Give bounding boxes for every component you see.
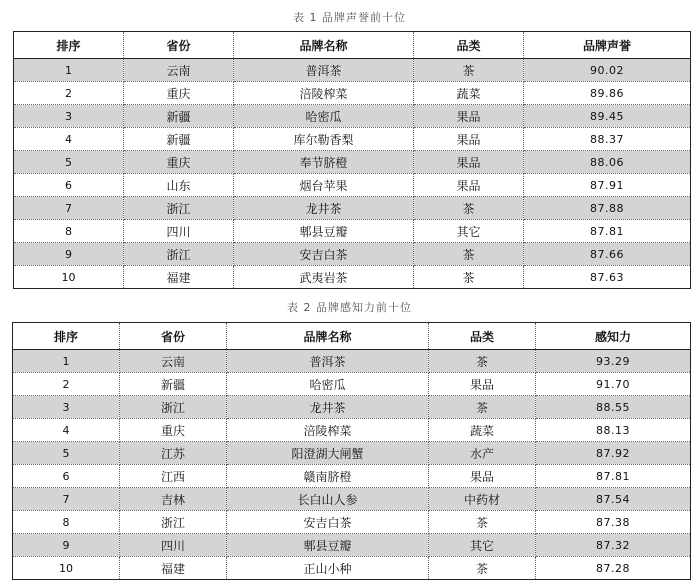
cell-score: 87.92	[536, 442, 691, 465]
cell-category: 茶	[429, 511, 536, 534]
cell-score: 88.55	[536, 396, 691, 419]
cell-score: 87.38	[536, 511, 691, 534]
cell-category: 果品	[414, 128, 524, 151]
cell-rank: 1	[14, 59, 124, 82]
cell-rank: 10	[13, 557, 120, 580]
table-row	[14, 82, 691, 105]
cell-rank: 7	[14, 197, 124, 220]
column-header-province: 省份	[120, 323, 227, 350]
cell-brand-name: 涪陵榨菜	[234, 82, 414, 105]
cell-category: 蔬菜	[414, 82, 524, 105]
brand-reputation-table	[13, 31, 691, 289]
table-row	[13, 373, 691, 396]
cell-province: 云南	[124, 59, 234, 82]
cell-rank: 4	[14, 128, 124, 151]
cell-rank: 1	[13, 350, 120, 373]
cell-category: 其它	[414, 220, 524, 243]
cell-brand-name: 奉节脐橙	[234, 151, 414, 174]
cell-brand-name: 库尔勒香梨	[234, 128, 414, 151]
cell-brand-name: 正山小种	[227, 557, 429, 580]
cell-province: 浙江	[120, 511, 227, 534]
cell-brand-name: 龙井茶	[227, 396, 429, 419]
table-row	[13, 396, 691, 419]
table-row	[14, 105, 691, 128]
cell-brand-name: 武夷岩茶	[234, 266, 414, 289]
cell-score: 87.54	[536, 488, 691, 511]
table-row	[14, 151, 691, 174]
cell-category: 水产	[429, 442, 536, 465]
cell-score: 90.02	[524, 59, 691, 82]
cell-rank: 3	[14, 105, 124, 128]
cell-category: 果品	[429, 373, 536, 396]
column-header-category: 品类	[429, 323, 536, 350]
cell-brand-name: 普洱茶	[234, 59, 414, 82]
cell-rank: 8	[14, 220, 124, 243]
cell-brand-name: 赣南脐橙	[227, 465, 429, 488]
cell-province: 重庆	[120, 419, 227, 442]
cell-province: 浙江	[124, 197, 234, 220]
cell-rank: 2	[14, 82, 124, 105]
table2-body	[13, 350, 691, 580]
cell-category: 其它	[429, 534, 536, 557]
cell-province: 吉林	[120, 488, 227, 511]
cell-score: 91.70	[536, 373, 691, 396]
cell-score: 87.66	[524, 243, 691, 266]
cell-rank: 8	[13, 511, 120, 534]
cell-score: 87.28	[536, 557, 691, 580]
cell-category: 茶	[414, 197, 524, 220]
cell-province: 浙江	[124, 243, 234, 266]
column-header-brand-name: 品牌名称	[234, 32, 414, 59]
brand-perception-table	[12, 322, 691, 580]
cell-province: 江西	[120, 465, 227, 488]
cell-rank: 3	[13, 396, 120, 419]
cell-province: 四川	[124, 220, 234, 243]
table-row	[13, 511, 691, 534]
table2-header-row	[13, 323, 691, 350]
cell-rank: 6	[14, 174, 124, 197]
cell-score: 87.63	[524, 266, 691, 289]
cell-province: 福建	[124, 266, 234, 289]
cell-score: 87.81	[536, 465, 691, 488]
cell-brand-name: 郫县豆瓣	[234, 220, 414, 243]
table-row	[13, 350, 691, 373]
column-header-rank: 排序	[14, 32, 124, 59]
cell-rank: 9	[13, 534, 120, 557]
table-row	[13, 488, 691, 511]
cell-score: 88.13	[536, 419, 691, 442]
cell-score: 89.45	[524, 105, 691, 128]
cell-province: 新疆	[120, 373, 227, 396]
cell-category: 茶	[429, 396, 536, 419]
column-header-province: 省份	[124, 32, 234, 59]
cell-brand-name: 普洱茶	[227, 350, 429, 373]
cell-brand-name: 哈密瓜	[234, 105, 414, 128]
cell-province: 重庆	[124, 82, 234, 105]
cell-brand-name: 安吉白茶	[234, 243, 414, 266]
table-row	[14, 243, 691, 266]
cell-rank: 4	[13, 419, 120, 442]
table-row	[13, 442, 691, 465]
table2-caption: 表 2 品牌感知力前十位	[287, 301, 412, 314]
table-row	[13, 557, 691, 580]
cell-score: 89.86	[524, 82, 691, 105]
cell-province: 山东	[124, 174, 234, 197]
cell-rank: 5	[13, 442, 120, 465]
cell-province: 新疆	[124, 105, 234, 128]
cell-brand-name: 郫县豆瓣	[227, 534, 429, 557]
cell-brand-name: 龙井茶	[234, 197, 414, 220]
table1-body	[14, 59, 691, 289]
column-header-score: 感知力	[536, 323, 691, 350]
table-row	[13, 534, 691, 557]
cell-score: 88.37	[524, 128, 691, 151]
table-row	[14, 128, 691, 151]
cell-score: 87.32	[536, 534, 691, 557]
cell-brand-name: 阳澄湖大闸蟹	[227, 442, 429, 465]
table-row	[14, 59, 691, 82]
cell-brand-name: 涪陵榨菜	[227, 419, 429, 442]
table-row	[14, 220, 691, 243]
cell-province: 新疆	[124, 128, 234, 151]
cell-province: 福建	[120, 557, 227, 580]
cell-category: 茶	[429, 350, 536, 373]
cell-category: 茶	[414, 266, 524, 289]
cell-brand-name: 哈密瓜	[227, 373, 429, 396]
table-row	[14, 197, 691, 220]
cell-brand-name: 安吉白茶	[227, 511, 429, 534]
table-row	[13, 419, 691, 442]
cell-province: 四川	[120, 534, 227, 557]
column-header-brand-name: 品牌名称	[227, 323, 429, 350]
cell-rank: 6	[13, 465, 120, 488]
cell-category: 果品	[414, 174, 524, 197]
cell-rank: 7	[13, 488, 120, 511]
cell-category: 果品	[414, 151, 524, 174]
cell-rank: 9	[14, 243, 124, 266]
cell-category: 果品	[414, 105, 524, 128]
table-row	[13, 465, 691, 488]
cell-score: 93.29	[536, 350, 691, 373]
column-header-rank: 排序	[13, 323, 120, 350]
cell-score: 87.91	[524, 174, 691, 197]
column-header-category: 品类	[414, 32, 524, 59]
cell-rank: 5	[14, 151, 124, 174]
cell-category: 茶	[429, 557, 536, 580]
table1-caption: 表 1 品牌声誉前十位	[293, 11, 406, 24]
table-row	[14, 174, 691, 197]
cell-province: 浙江	[120, 396, 227, 419]
cell-score: 87.88	[524, 197, 691, 220]
table1-header-row	[14, 32, 691, 59]
column-header-score: 品牌声誉	[524, 32, 691, 59]
cell-category: 果品	[429, 465, 536, 488]
cell-score: 87.81	[524, 220, 691, 243]
cell-score: 88.06	[524, 151, 691, 174]
cell-province: 云南	[120, 350, 227, 373]
cell-province: 重庆	[124, 151, 234, 174]
cell-brand-name: 长白山人参	[227, 488, 429, 511]
cell-province: 江苏	[120, 442, 227, 465]
cell-category: 中药材	[429, 488, 536, 511]
cell-rank: 10	[14, 266, 124, 289]
cell-category: 茶	[414, 59, 524, 82]
cell-category: 蔬菜	[429, 419, 536, 442]
cell-rank: 2	[13, 373, 120, 396]
cell-brand-name: 烟台苹果	[234, 174, 414, 197]
table-row	[14, 266, 691, 289]
cell-category: 茶	[414, 243, 524, 266]
